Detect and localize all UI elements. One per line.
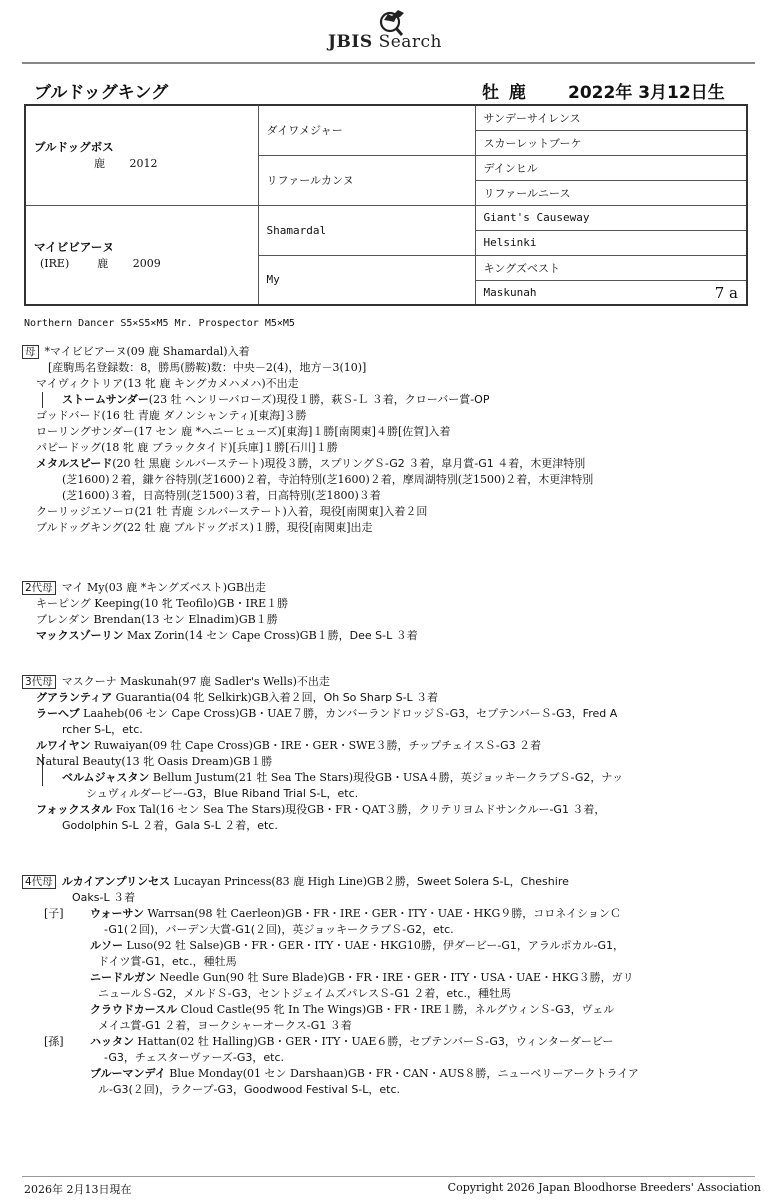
list-item: マックスゾーリン Max Zorin(14 セン Cape Cross)GB１勝，Dee S-L ３着 — [36, 629, 418, 642]
third-dam-head: 3代母 マスクーナ Maskunah(97 鹿 Sadler's Wells)不出走 — [22, 674, 742, 690]
dam-sire-sire-cell[interactable]: Giant's Causeway — [475, 205, 747, 230]
grandchild-tag: [孫] — [44, 1035, 64, 1048]
list-item: ローリングサンダー(17 セン 鹿 *ヘニーヒューズ)[東海]１勝[南関東]４勝[佐賀]入着 — [36, 425, 451, 438]
list-item-cont: -G1(２回)，バーデン大賞-G1(２回)，英ジョッキークラブＳ-G2，etc. — [104, 923, 454, 936]
list-item-cont: シュヴィルダービー-G3，Blue Riband Trial S-L，etc. — [86, 787, 359, 800]
dam-info: (IRE) 鹿 2009 — [40, 256, 161, 270]
jbis-search-logo[interactable] — [328, 8, 458, 54]
sire-info: 鹿 2012 — [94, 157, 158, 171]
logo-text: JBIS Search — [328, 32, 443, 52]
header-divider — [22, 62, 755, 64]
list-item: ニードルガン Needle Gun(90 牡 Sure Blade)GB・FR・IRE・GER・ITY・USA・UAE・HKG３勝，ガリ — [90, 971, 634, 984]
sire-sire-dam-cell[interactable]: スカーレットブーケ — [475, 130, 747, 155]
fourth-dam-head: 4代母 ルカイアンプリンセス Lucayan Princess(83 鹿 High Line)GB２勝，Sweet Solera S-L，Cheshire — [22, 874, 742, 890]
list-item-cont: ル-G3(２回)，ラクープ-G3，Goodwood Festival S-L，etc. — [98, 1083, 401, 1096]
list-item: ルソー Luso(92 牡 Salse)GB・FR・GER・ITY・UAE・HKG10勝，伊ダービー-G1，アラルポカル-G1， — [90, 939, 625, 952]
list-item: クーリッジエソーロ(21 牡 青鹿 シルバーステート)入着，現役[南関東]入着２回 — [36, 505, 428, 518]
birth-date: 2022年 3月12日生 — [568, 83, 725, 103]
sire-dam-cell[interactable]: リファールカンヌ — [258, 155, 475, 205]
list-item: ラーへブ Laaheb(06 セン Cape Cross)GB・UAE７勝，カンバーランドロッジＳ-G3，セプテンバーＳ-G3，Fred A — [36, 707, 618, 720]
list-item: Natural Beauty(13 牝 Oasis Dream)GB１勝 — [36, 755, 273, 768]
sire-name: ブルドッグボス — [34, 140, 114, 155]
sex-color: 牡 鹿 — [482, 83, 528, 103]
second-dam-head: 2代母 マイ My(03 鹿 *キングズベスト)GB出走 — [22, 580, 742, 596]
child-tag: [子] — [44, 907, 64, 920]
sire-dam-sire-cell[interactable]: デインヒル — [475, 155, 747, 180]
footer-date: 2026年 2月13日現在 — [24, 1183, 132, 1196]
dam-stats: [産駒馬名登録数：8，勝馬(勝鞍)数：中央－2(4)，地方－3(10)] — [48, 361, 367, 374]
horse-header — [34, 78, 734, 102]
dam-dam-cell[interactable]: My — [258, 255, 475, 305]
second-dam-section — [22, 580, 742, 644]
list-item-cont: ニュールＳ-G2，メルドＳ-G3，セントジェイムズパレスＳ-G1 ２着，etc.，種牡馬 — [98, 987, 512, 1000]
footer-divider — [22, 1176, 755, 1177]
list-item: グアランティア Guarantia(04 牝 Selkirk)GB入着２回，Oh So Sharp S-L ３着 — [36, 691, 439, 704]
list-item-cont: Godolphin S-L ２着，Gala S-L ２着，etc. — [62, 819, 278, 832]
list-item-cont: (芝1600)２着，鎌ケ谷特別(芝1600)２着，寺泊特別(芝1600)２着，摩周湖特別(芝1500)２着，木更津特別 — [62, 473, 594, 486]
third-dam-tag: 3代母 — [22, 675, 56, 689]
list-item: ベルムジャスタン Bellum Justum(21 牡 Sea The Stars)現役GB・USA４勝，英ジョッキークラブＳ-G2，ナッ — [62, 771, 624, 784]
sire-sire-sire-cell[interactable]: サンデーサイレンス — [475, 105, 747, 130]
list-item: ストームサンダー(23 牡 ヘンリーバローズ)現役１勝，萩Ｓ-Ｌ ３着，クローバー賞-OP — [62, 393, 490, 406]
list-item: ルワイヤン Ruwaiyan(09 牡 Cape Cross)GB・IRE・GER・SWE３勝，チップチェイスＳ-G3 ２着 — [36, 739, 542, 752]
family-number: 7 a — [714, 283, 738, 302]
dam-sire-dam-cell[interactable]: Helsinki — [475, 230, 747, 255]
list-item-cont: メイユ賞-G1 ２着，ヨークシャーオークス-G1 ３着 — [98, 1019, 352, 1032]
list-item-cont: -G3，チェスターヴァーズ-G3，etc. — [104, 1051, 285, 1064]
dam-section — [22, 344, 742, 536]
pedigree-table — [24, 104, 748, 306]
fourth-dam-head-cont: Oaks-L ３着 — [72, 891, 136, 904]
list-item: [子] ウォーサン Warrsan(98 牡 Caerleon)GB・FR・IRE・GER・ITY・UAE・HKG９勝，コロネイションＣ — [44, 907, 621, 920]
list-item: ブルドッグキング(22 牡 鹿 ブルドッグボス)１勝，現役[南関東]出走 — [36, 521, 373, 534]
list-item: クラウドカースル Cloud Castle(95 牝 In The Wings)GB・FR・IRE１勝，ネルグウィンＳ-G3，ヴェル — [90, 1003, 615, 1016]
dam-dam-dam-cell[interactable] — [475, 280, 747, 305]
fourth-dam-tag: 4代母 — [22, 875, 56, 889]
dam-dam-sire-cell[interactable]: キングズベスト — [475, 255, 747, 280]
list-item: キーピング Keeping(10 牝 Teofilo)GB・IRE１勝 — [36, 597, 289, 610]
list-item: フォックスタル Fox Tal(16 セン Sea The Stars)現役GB・FR・QAT３勝，クリテリヨムドサンクルー-G1 ３着， — [36, 803, 606, 816]
fourth-dam-section — [22, 874, 742, 1098]
third-dam-section — [22, 674, 742, 834]
list-item: パピードッグ(18 牝 鹿 ブラックタイド)[兵庫]１勝[石川]１勝 — [36, 441, 338, 454]
footer-copyright: Copyright 2026 Japan Bloodhorse Breeders' Association — [447, 1181, 761, 1194]
inbreeding-info: Northern Dancer S5×S5×M5 Mr. Prospector M5×M5 — [24, 318, 295, 329]
list-item: メタルスピード(20 牡 黒鹿 シルバーステート)現役３勝，スプリングＳ-G2 ３着，皐月賞-G1 ４着，木更津特別 — [36, 457, 586, 470]
list-item-cont: ドイツ賞-G1，etc.，種牡馬 — [98, 955, 237, 968]
list-item: ブレンダン Brendan(13 セン Elnadim)GB１勝 — [36, 613, 278, 626]
dam-head: 母 *マイビビアーヌ(09 鹿 Shamardal)入着 — [22, 344, 742, 360]
list-item: マイヴィクトリア(13 牝 鹿 キングカメハメハ)不出走 — [36, 377, 299, 390]
dam-sire-cell[interactable]: Shamardal — [258, 205, 475, 255]
dam-name: マイビビアーヌ — [34, 239, 114, 254]
list-item: ブルーマンデイ Blue Monday(01 セン Darshaan)GB・FR・CAN・AUS８勝，ニューベリーアークトライア — [90, 1067, 639, 1080]
second-dam-tag: 2代母 — [22, 581, 56, 595]
dam-cell[interactable] — [25, 205, 258, 305]
sire-dam-dam-cell[interactable]: リファールニース — [475, 180, 747, 205]
dam-dam-dam-name: Maskunah — [483, 285, 537, 299]
list-item: ゴッドバード(16 牡 青鹿 ダノンシャンティ)[東海]３勝 — [36, 409, 307, 422]
sire-cell[interactable] — [25, 105, 258, 205]
sire-sire-cell[interactable]: ダイワメジャー — [258, 105, 475, 155]
list-item: [孫] ハッタン Hattan(02 牡 Halling)GB・GER・ITY・UAE６勝，セプテンバーＳ-G3，ウィンターダービー — [44, 1035, 614, 1048]
list-item-cont: (芝1600)３着，日高特別(芝1500)３着，日高特別(芝1800)３着 — [62, 489, 381, 502]
horse-name: ブルドッグキング — [34, 83, 169, 103]
list-item-cont: rcher S-L，etc. — [62, 723, 143, 736]
dam-tag: 母 — [22, 345, 39, 359]
